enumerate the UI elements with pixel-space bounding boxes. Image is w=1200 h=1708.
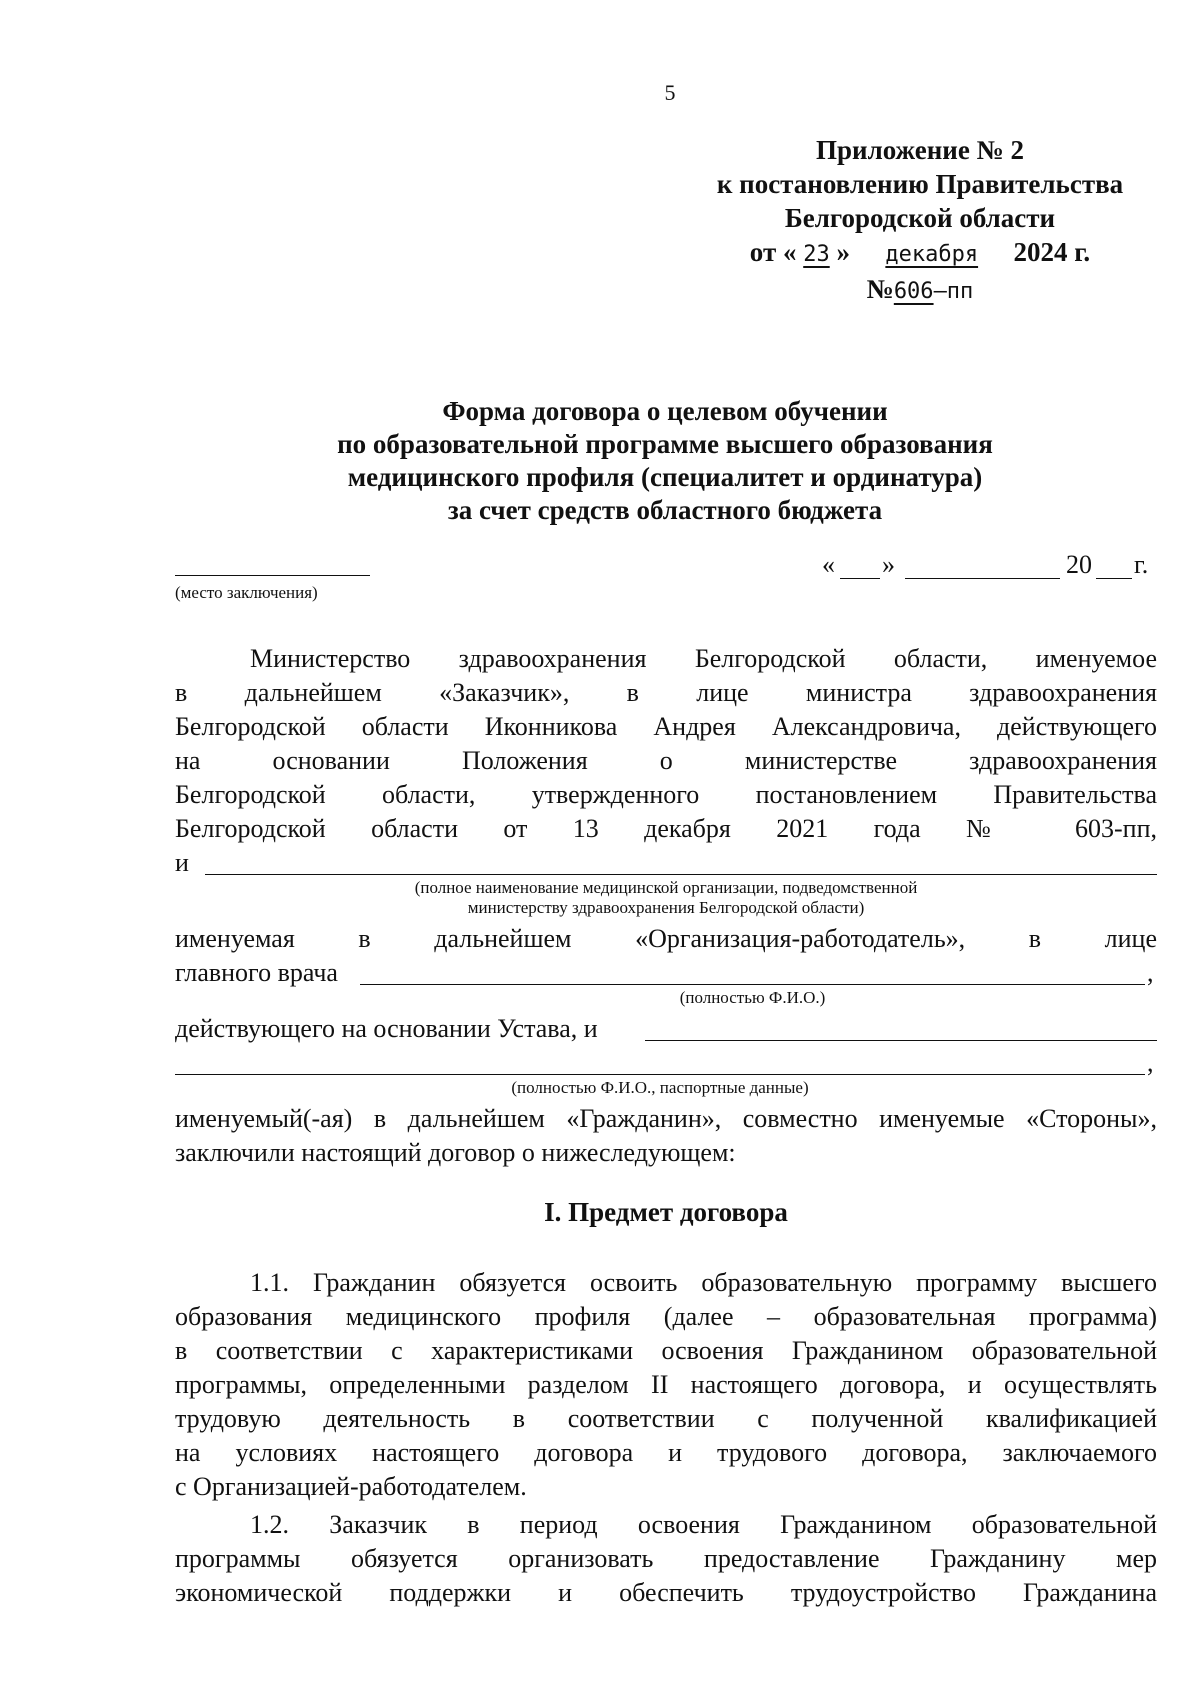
number-prefix: № bbox=[866, 274, 894, 304]
place-caption: (место заключения) bbox=[175, 583, 318, 602]
chief-doctor-label: главного врача bbox=[175, 958, 338, 987]
title-line-4: за счет средств областного бюджета bbox=[447, 495, 883, 525]
clause-1-2-line-1: 1.2. Заказчик в период освоения Гражданином образовательной bbox=[250, 1510, 1157, 1539]
clause-1-1-line-3: в соответствии с характеристиками освоения Гражданином образовательной bbox=[175, 1336, 1157, 1365]
organization-caption bbox=[175, 878, 1157, 918]
title-line-3: медицинского профиля (специалитет и ординатура) bbox=[347, 462, 983, 492]
and-word: и bbox=[175, 848, 189, 877]
appendix-title: Приложение № 2 bbox=[816, 135, 1024, 165]
place-blank[interactable] bbox=[175, 575, 370, 576]
intro-line-3: Белгородской области Иконникова Андрея Александровича, действующего bbox=[175, 712, 1157, 741]
intro-line-4: на основании Положения о министерстве здравоохранения bbox=[175, 746, 1157, 775]
appendix-block bbox=[680, 133, 1160, 309]
clause-1-1-line-7: с Организацией-работодателем. bbox=[175, 1472, 527, 1501]
appendix-region: Белгородской области bbox=[784, 203, 1056, 233]
date-year: 2024 г. bbox=[1013, 237, 1091, 267]
clause-1-1-line-4: программы, определенными разделом II настоящего договора, и осуществлять bbox=[175, 1370, 1157, 1399]
intro-line-5: Белгородской области, утвержденного постановлением Правительства bbox=[175, 780, 1157, 809]
title-line-1: Форма договора о целевом обучении bbox=[442, 396, 888, 426]
chief-doctor-comma: , bbox=[1147, 958, 1154, 987]
citizen-line-1: именуемый(-ая) в дальнейшем «Гражданин», совместно именуемые «Стороны», bbox=[175, 1104, 1157, 1133]
employer-line: именуемая в дальнейшем «Организация-работодатель», в лице bbox=[175, 924, 1157, 953]
date-month-blank[interactable] bbox=[905, 578, 1060, 579]
clause-1-2-line-3: экономической поддержки и обеспечить трудоустройство Гражданина bbox=[175, 1578, 1157, 1607]
date-day: 23 bbox=[803, 242, 830, 267]
page-number: 5 bbox=[664, 80, 676, 105]
citizen-comma: , bbox=[1147, 1048, 1154, 1077]
intro-line-6: Белгородской области от 13 декабря 2021 года № 603-пп, bbox=[175, 814, 1157, 843]
title-line-2: по образовательной программе высшего образования bbox=[337, 429, 993, 459]
clause-1-2-line-2: программы обязуется организовать предоставление Гражданину мер bbox=[175, 1544, 1157, 1573]
appendix-date bbox=[680, 235, 1160, 272]
date-close-quote: » bbox=[882, 550, 895, 579]
citizen-caption: (полностью Ф.И.О., паспортные данные) bbox=[511, 1078, 809, 1097]
number-suffix: –пп bbox=[933, 279, 974, 304]
clause-1-1-line-6: на условиях настоящего договора и трудового договора, заключаемого bbox=[175, 1438, 1157, 1467]
citizen-blank-2[interactable] bbox=[175, 1074, 1145, 1075]
date-year-blank[interactable] bbox=[1096, 578, 1132, 579]
citizen-line-2: заключили настоящий договор о нижеследующем: bbox=[175, 1138, 736, 1167]
organization-caption-1: (полное наименование медицинской организации, подведомственной bbox=[414, 878, 918, 897]
date-open-quote: « bbox=[822, 550, 835, 579]
date-day-blank[interactable] bbox=[840, 578, 880, 579]
date-year-suffix: г. bbox=[1134, 550, 1149, 579]
organization-blank[interactable] bbox=[205, 874, 1157, 875]
citizen-blank-1[interactable] bbox=[645, 1040, 1157, 1041]
clause-1-1-line-1: 1.1. Гражданин обязуется освоить образовательную программу высшего bbox=[250, 1268, 1157, 1297]
intro-line-1: Министерство здравоохранения Белгородской области, именуемое bbox=[250, 644, 1157, 673]
number-value: 606 bbox=[893, 279, 934, 304]
charter-line: действующего на основании Устава, и bbox=[175, 1014, 598, 1043]
date-prefix: от « bbox=[749, 237, 797, 267]
section-title: I. Предмет договора bbox=[544, 1197, 788, 1227]
appendix-resolution: к постановлению Правительства bbox=[716, 169, 1124, 199]
appendix-number bbox=[680, 272, 1160, 309]
date-year-prefix: 20 bbox=[1066, 550, 1092, 579]
date-month: декабря bbox=[885, 242, 979, 267]
date-mid: » bbox=[836, 237, 850, 267]
document-title bbox=[170, 395, 1160, 527]
chief-doctor-caption: (полностью Ф.И.О.) bbox=[679, 988, 826, 1007]
clause-1-1-line-2: образования медицинского профиля (далее – образовательная программа) bbox=[175, 1302, 1157, 1331]
chief-doctor-blank[interactable] bbox=[360, 984, 1145, 985]
organization-caption-2: министерству здравоохранения Белгородской области) bbox=[467, 898, 865, 917]
clause-1-1-line-5: трудовую деятельность в соответствии с полученной квалификацией bbox=[175, 1404, 1157, 1433]
intro-line-2: в дальнейшем «Заказчик», в лице министра здравоохранения bbox=[175, 678, 1157, 707]
